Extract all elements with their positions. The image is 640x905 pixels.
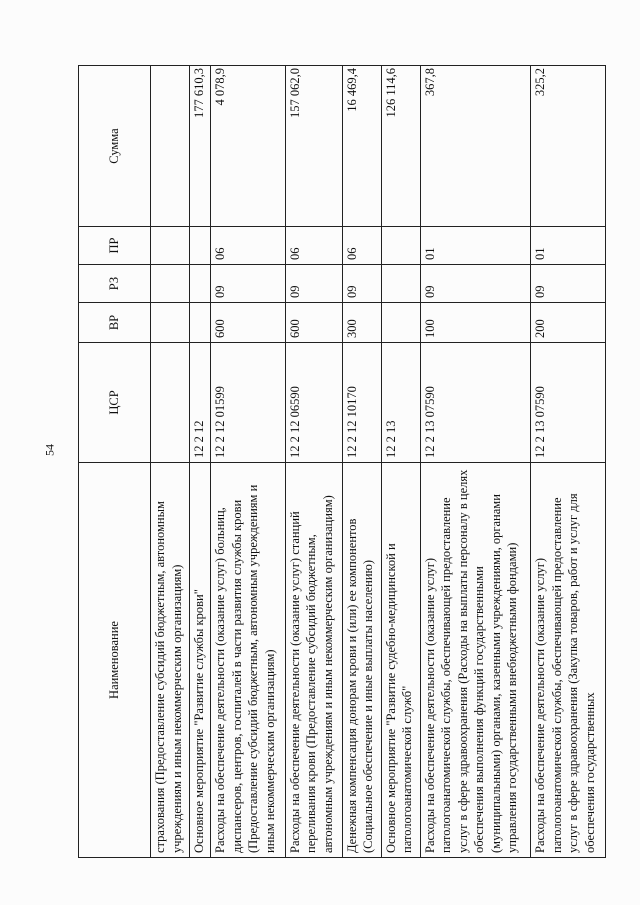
table-row [190,66,211,858]
page-number: 54 [42,444,57,456]
row-csr: 12 2 13 07590 [420,343,531,463]
row-vr: 600 [211,303,286,343]
table-row [381,66,420,858]
table-row [342,66,381,858]
row-csr: 12 2 13 07590 [531,343,606,463]
row-name: Расходы на обеспечение деятельности (оказание услуг) патологоанатомической службы, обеспечивающей предоставление услуг в сфере здравоохранения (Расходы на выплаты персоналу в целях обеспечения выполнения функций государственными (муниципальными) органами, казенными учреждениями, органами управления государственными внебюджетными фондами) [420,463,531,858]
budget-table [78,65,606,858]
row-pr: 06 [342,227,381,265]
row-vr: 300 [342,303,381,343]
row-pr [151,227,190,265]
table-row [531,66,606,858]
header-pr: ПР [79,227,151,265]
row-name: Основное мероприятие "Развитие службы крови" [190,463,211,858]
table-header-row [79,66,151,858]
header-name: Наименование [79,463,151,858]
row-vr [381,303,420,343]
row-name: Расходы на обеспечение деятельности (оказание услуг) станций переливания крови (Предоставление субсидий бюджетным, автономным учреждениям и иным некоммерческим организациям) [285,463,342,858]
row-name: страхования (Предоставление субсидий бюджетным, автономным учреждениям и иным некоммерческим организациям) [151,463,190,858]
header-vr: ВР [79,303,151,343]
row-csr [151,343,190,463]
row-name: Денежная компенсация донорам крови и (или) ее компонентов (Социальное обеспечение и иные выплаты населению) [342,463,381,858]
row-pr: 06 [211,227,286,265]
row-rz: 09 [285,265,342,303]
row-csr: 12 2 12 10170 [342,343,381,463]
row-rz [151,265,190,303]
row-sum: 16 469,4 [342,66,381,227]
table-row [420,66,531,858]
row-csr: 12 2 13 [381,343,420,463]
row-sum: 4 078,9 [211,66,286,227]
row-name: Основное мероприятие "Развитие судебно-медицинской и патологоанатомической служб" [381,463,420,858]
row-pr [381,227,420,265]
row-pr: 01 [420,227,531,265]
row-pr: 06 [285,227,342,265]
row-vr [151,303,190,343]
table-row [285,66,342,858]
row-rz: 09 [531,265,606,303]
row-rz: 09 [342,265,381,303]
rotated-table-container [78,66,606,858]
row-name: Расходы на обеспечение деятельности (оказание услуг) патологоанатомической службы, обеспечивающей предоставление услуг в сфере здравоохранения (Закупка товаров, работ и услуг для обеспечения государственных [531,463,606,858]
table-row [151,66,190,858]
header-rz: РЗ [79,265,151,303]
row-csr: 12 2 12 06590 [285,343,342,463]
row-sum: 126 114,6 [381,66,420,227]
table-row [211,66,286,858]
row-pr [190,227,211,265]
row-vr: 100 [420,303,531,343]
row-rz: 09 [420,265,531,303]
row-sum: 367,8 [420,66,531,227]
row-sum: 157 062,0 [285,66,342,227]
header-csr: ЦСР [79,343,151,463]
row-pr: 01 [531,227,606,265]
row-vr: 600 [285,303,342,343]
row-rz [190,265,211,303]
row-rz: 09 [211,265,286,303]
row-vr [190,303,211,343]
row-sum: 177 610,3 [190,66,211,227]
row-vr: 200 [531,303,606,343]
row-csr: 12 2 12 01599 [211,343,286,463]
row-name: Расходы на обеспечение деятельности (оказание услуг) больниц, диспансеров, центров, госпиталей в части развития службы крови (Предоставление субсидий бюджетным, автономным учреждениям и иным некоммерческим организациям) [211,463,286,858]
header-sum: Сумма [79,66,151,227]
row-sum: 325,2 [531,66,606,227]
row-sum [151,66,190,227]
row-csr: 12 2 12 [190,343,211,463]
row-rz [381,265,420,303]
